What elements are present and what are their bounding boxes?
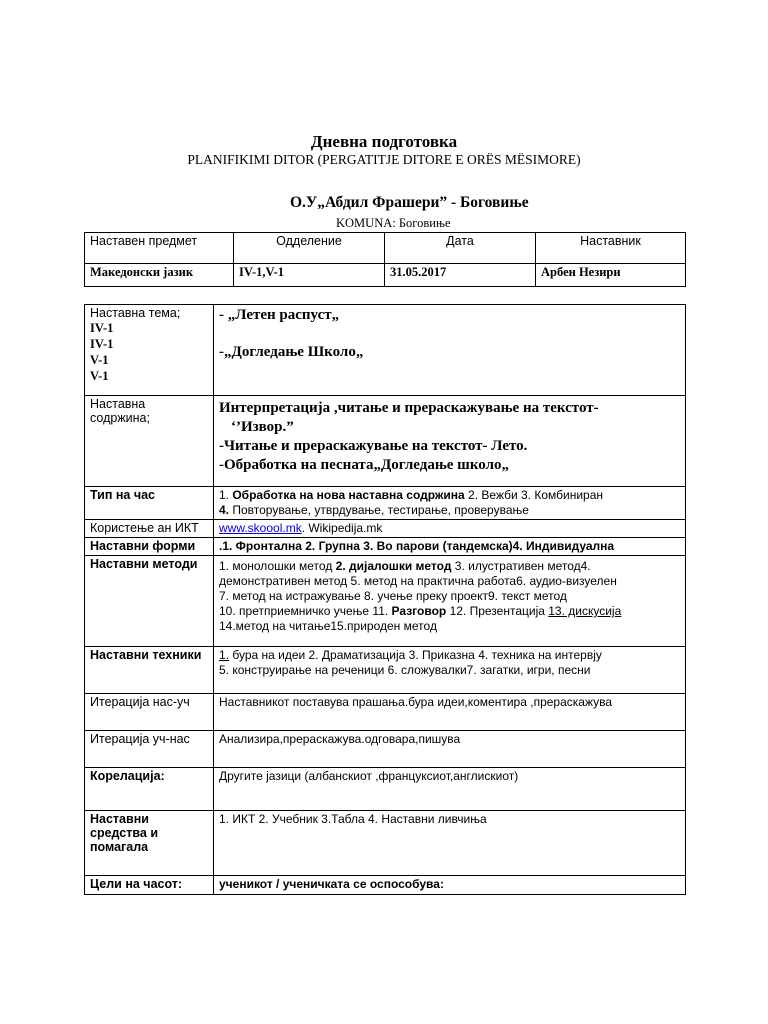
school-name: О.У„Абдил Фрашери” - Боговиње — [290, 194, 529, 211]
tema-line-2: -„Догледање Школо„ — [219, 344, 364, 360]
header-date: Дата — [385, 233, 536, 264]
row-korelacija — [85, 768, 686, 811]
header-class: Одделение — [234, 233, 385, 264]
info-table — [84, 232, 686, 287]
row-tip — [85, 487, 686, 520]
tip-bold-1: Обработка на нова наставна содржина — [232, 488, 465, 502]
row-metodi — [85, 556, 686, 647]
korel-value: Другите јазици (албанскиот ,француксиот,англискиот) — [214, 768, 686, 811]
row-interakcija-1 — [85, 694, 686, 731]
tema-class-4: V-1 — [90, 369, 109, 383]
info-table-value-row — [85, 264, 686, 287]
row-tehniki — [85, 647, 686, 694]
korel-label: Корелација: — [85, 768, 214, 811]
komuna-label: KOMUNA: Боговиње — [336, 216, 451, 230]
sredstva-value: 1. ИКТ 2. Учебник 3.Табла 4. Наставни ливчиња — [214, 811, 686, 876]
tema-class-2: IV-1 — [90, 337, 114, 351]
metodi-c: 3. илустративен метод4. — [451, 559, 591, 573]
ikt-link[interactable]: www.skoool.mk — [219, 521, 302, 535]
row-tema — [85, 305, 686, 396]
value-subject: Македонски јазик — [85, 264, 234, 287]
tehniki-a: 1. — [219, 648, 230, 662]
metodi-line-3: 7. метод на истражување 8. учење преку проект9. текст метод — [219, 589, 567, 603]
inter1-value: Наставникот поставува прашања.бура идеи,коментира ,прераскажува — [214, 694, 686, 731]
header-subject: Наставен предмет — [85, 233, 234, 264]
info-table-header-row — [85, 233, 686, 264]
tema-line-1: - „Летен распуст„ — [219, 307, 340, 323]
tip-num-4: 4. — [219, 503, 230, 517]
tema-class-1: IV-1 — [90, 321, 114, 335]
tip-rest-1: 2. Вежби 3. Комбиниран — [464, 488, 604, 502]
ikt-label: Користење ан ИКТ — [85, 520, 214, 538]
ikt-rest: . Wikipedija.mk — [301, 521, 383, 535]
value-teacher: Арбен Незири — [536, 264, 686, 287]
metodi-b: 2. дијалошки метод — [335, 559, 452, 573]
formi-label: Наставни форми — [85, 538, 214, 556]
page-subtitle: PLANIFIKIMI DITOR (PERGATITJE DITORE E ORËS MËSIMORE) — [187, 152, 581, 167]
value-class: IV-1,V-1 — [234, 264, 385, 287]
formi-value: .1. Фронтална 2. Групна 3. Во парови (тандемска)4. Индивидуална — [214, 538, 686, 556]
value-date: 31.05.2017 — [385, 264, 536, 287]
tehniki-label: Наставни техники — [85, 647, 214, 694]
tehniki-line-2: 5. конструирање на реченици 6. сложувалки7. загатки, игри, песни — [219, 663, 591, 677]
metodi-f: 12. Презентација — [446, 604, 549, 618]
row-ikt — [85, 520, 686, 538]
sodrzina-line-4: -Обработка на песната„Догледање школо„ — [219, 457, 510, 473]
row-interakcija-2 — [85, 731, 686, 768]
tip-rest-2: Повторување, утврдување, тестирање, проверување — [229, 503, 529, 517]
row-sredstva — [85, 811, 686, 876]
tip-num-1: 1. — [219, 488, 233, 502]
metodi-e: Разговор — [391, 604, 447, 618]
metodi-line-2: демонстративен метод 5. метод на практична работа6. аудио-визуелен — [219, 574, 617, 588]
sodrzina-label: Наставна содржина; — [85, 396, 214, 487]
tema-label: Наставна тема; — [90, 306, 181, 320]
sodrzina-line-1: Интерпретација ,читање и прераскажување на текстот- — [219, 400, 599, 416]
page-title: Дневна подготовка — [310, 132, 458, 151]
metodi-g: 13. дискусија — [548, 604, 622, 618]
sodrzina-line-3: -Читање и прераскажување на текстот- Лето. — [219, 438, 528, 454]
row-sodrzina — [85, 396, 686, 487]
header-teacher: Наставник — [536, 233, 686, 264]
inter2-label: Итерација уч-нас — [85, 731, 214, 768]
plan-table — [84, 304, 686, 895]
metodi-line-5: 14.метод на читање15.природен метод — [219, 619, 437, 633]
sredstva-label: Наставни средства и помагала — [85, 811, 214, 876]
celi-value: ученикот / ученичката се оспособува: — [214, 876, 686, 895]
row-formi — [85, 538, 686, 556]
tehniki-b: бура на идеи 2. Драматизација 3. Приказна 4. техника на интервју — [229, 648, 602, 662]
celi-label: Цели на часот: — [85, 876, 214, 895]
tip-label: Тип на час — [85, 487, 214, 520]
metodi-a: 1. монолошки метод — [219, 559, 336, 573]
row-celi — [85, 876, 686, 895]
sodrzina-line-2: ‘’Извор.” — [231, 419, 294, 435]
inter1-label: Итерација нас-уч — [85, 694, 214, 731]
metodi-label: Наставни методи — [85, 556, 214, 647]
tema-class-3: V-1 — [90, 353, 109, 367]
metodi-d: 10. претприемничко учење 11. — [219, 604, 392, 618]
inter2-value: Анализира,прераскажува.одговара,пишува — [214, 731, 686, 768]
